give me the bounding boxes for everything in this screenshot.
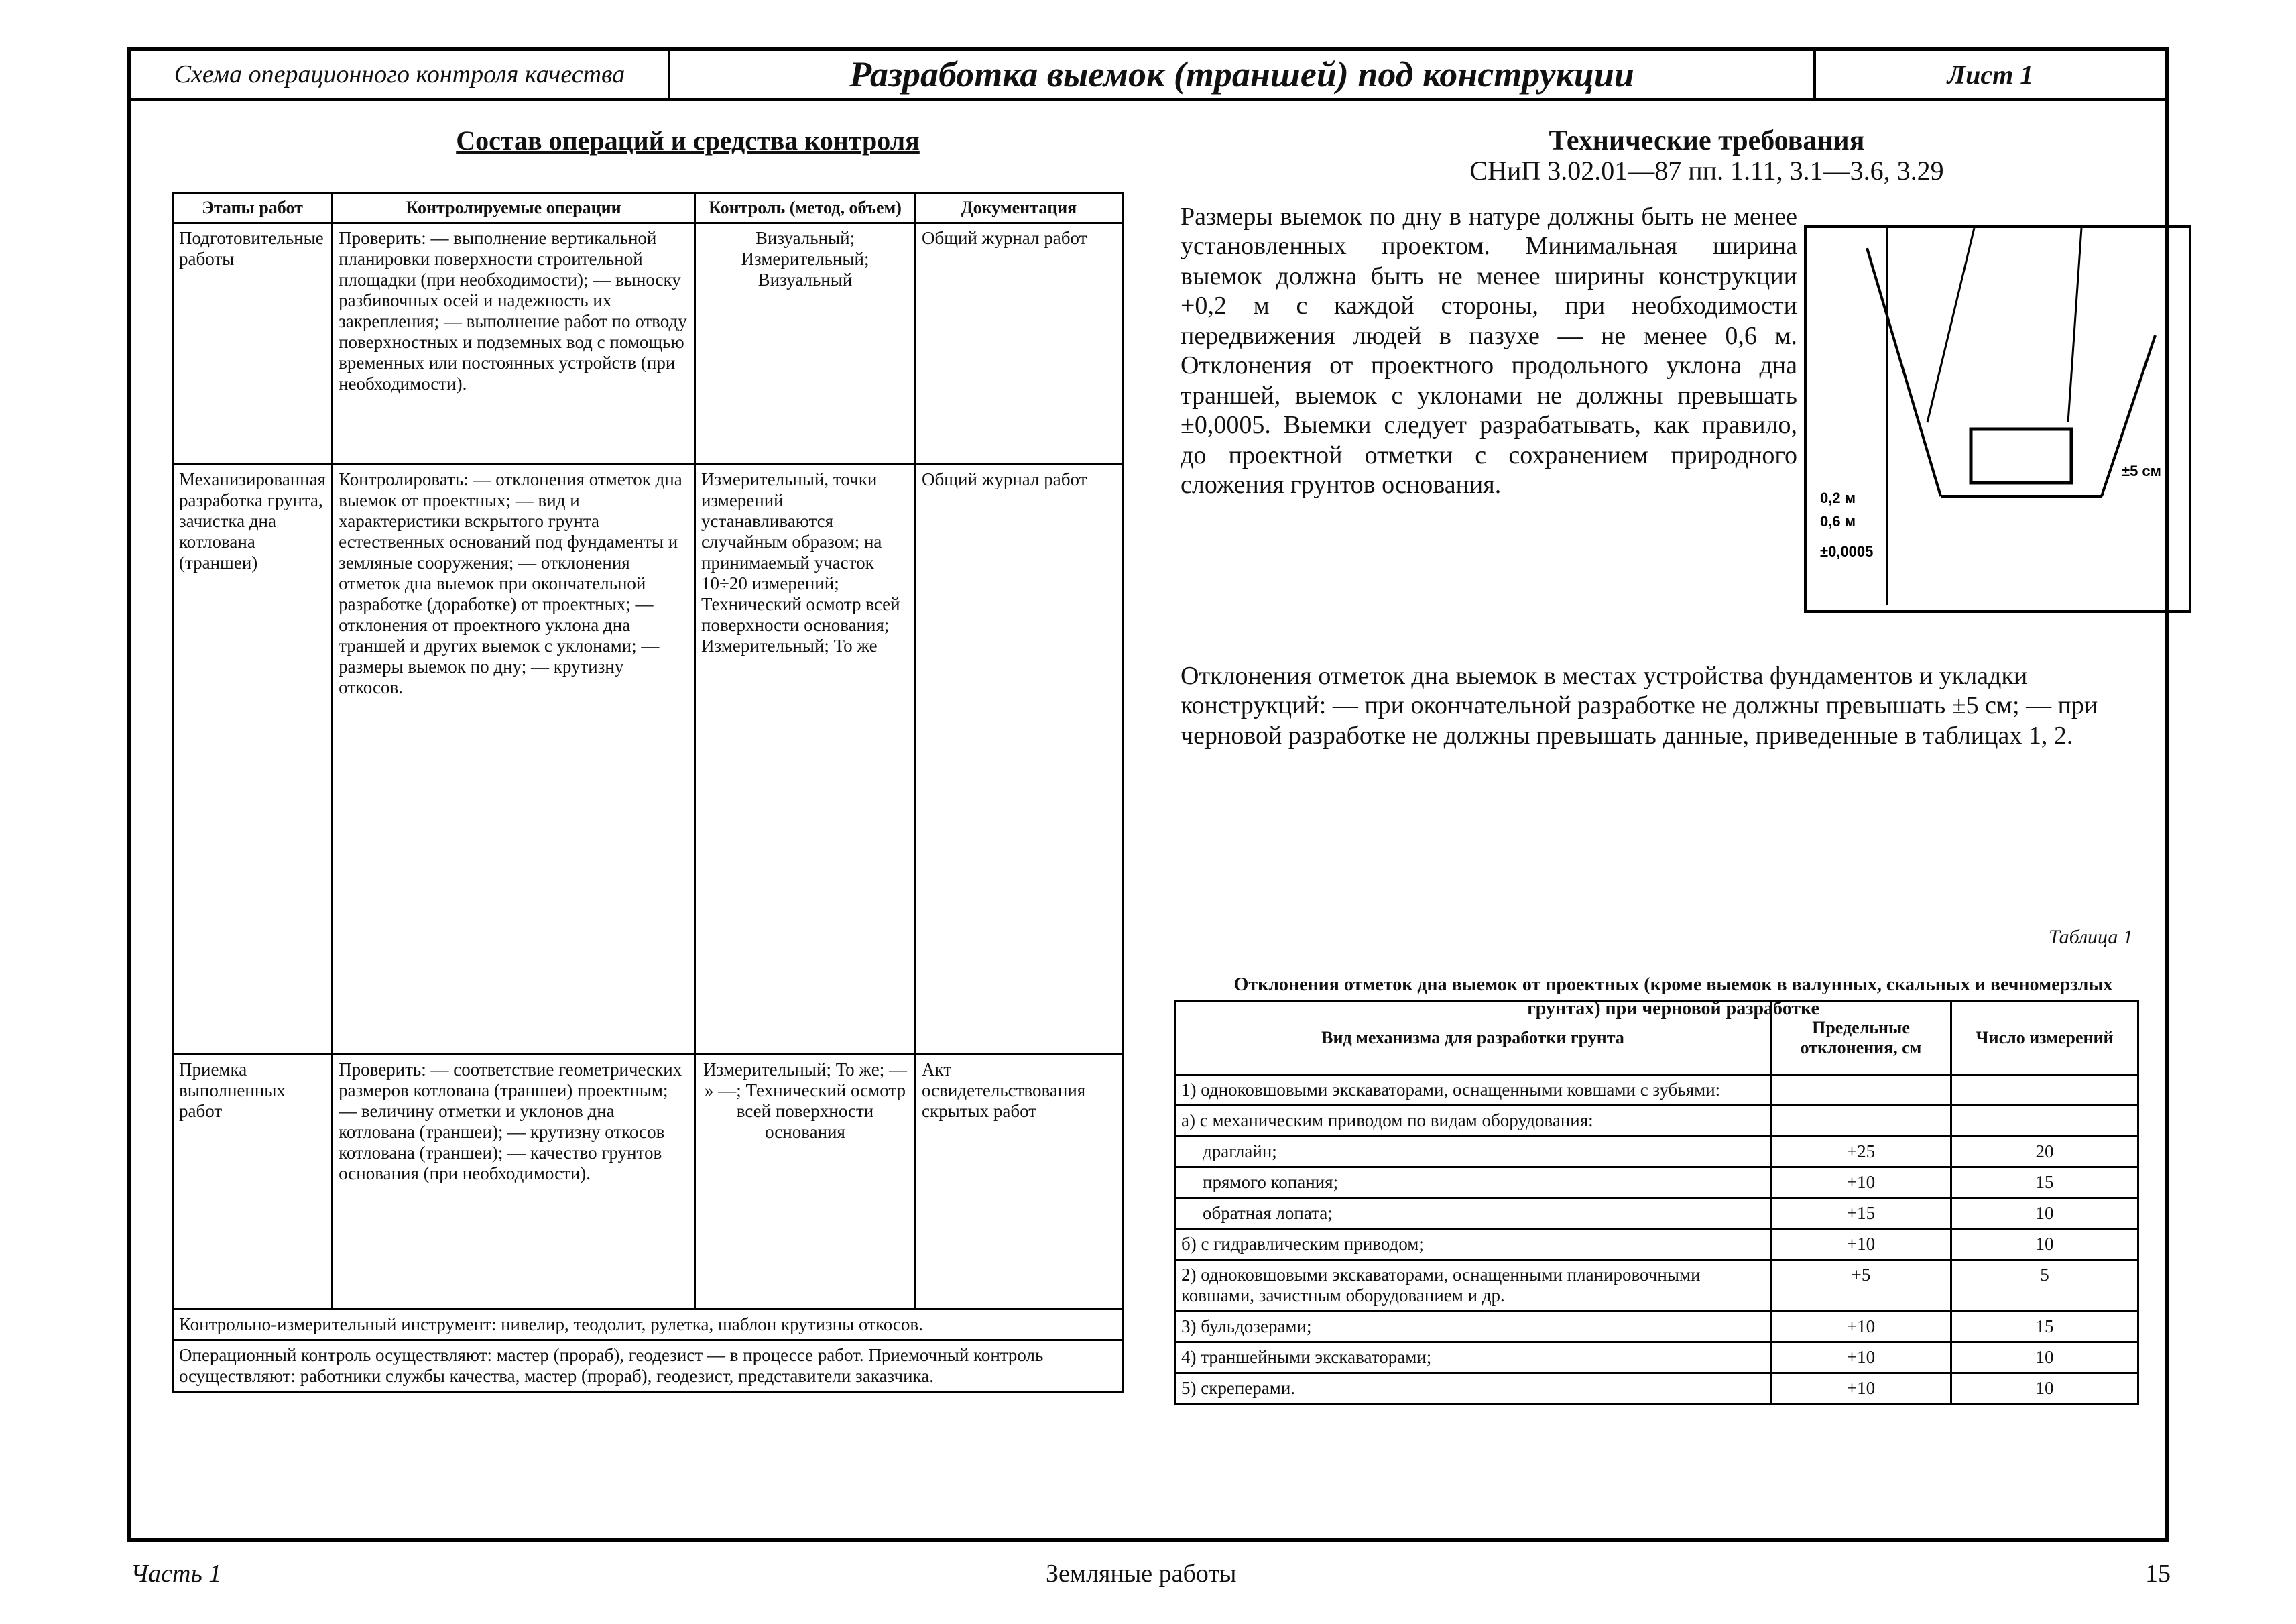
requirements-text-2: Отклонения отметок дна выемок в местах устройства фундаментов и укладки конструкций: — при окончательной разработке не должны превышать ±5 см; — при черновой разработке не должны превышать данные, приведенные в таблицах 1, 2. <box>1181 662 2098 750</box>
right-title: Технические требования <box>1549 125 1865 156</box>
control-cell: Визуальный; Измерительный; Визуальный <box>695 223 916 464</box>
col-docs: Документация <box>916 193 1123 223</box>
docs-cell: Акт освидетельствования скрытых работ <box>916 1054 1123 1309</box>
footer-part: Часть 1 <box>131 1560 222 1588</box>
table-row <box>173 223 1123 464</box>
page-number: 15 <box>2145 1560 2171 1588</box>
trench-figure <box>1804 225 2191 613</box>
operations-table <box>172 192 1124 1393</box>
header-left: Схема операционного контроля качества <box>131 51 670 98</box>
fig-label-06: 0,6 м <box>1820 513 1856 530</box>
docs-cell: Общий журнал работ <box>916 464 1123 1054</box>
right-subtitle: СНиП 3.02.01—87 пп. 1.11, 3.1—3.6, 3.29 <box>1469 156 1944 186</box>
table-row: драглайн; +25 20 <box>1175 1137 2138 1167</box>
table-row <box>173 1054 1123 1309</box>
col-ops: Контролируемые операции <box>333 193 695 223</box>
table-row: прямого копания; +10 15 <box>1175 1167 2138 1198</box>
stage-cell: Приемка выполненных работ <box>173 1054 333 1309</box>
header-bar <box>131 51 2165 101</box>
requirements-text: Размеры выемок по дну в натуре должны быть не менее установленных проектом. Минимальная ширина выемок должна быть не менее ширины конструкции +0,2 м с каждой стороны, при необходимости передвижения людей в пазухе — не менее 0,6 м. Отклонения от проектного продольного уклона дна траншей, выемок с уклонами не должны превышать ±0,0005. Выемки следует разрабатывать, как правило, до проектной отметки с сохранением природного сложения грунтов основания. <box>1181 202 1797 500</box>
control-note: Операционный контроль осуществляют: мастер (прораб), геодезист — в процессе работ. Приемочный контроль осуществляют: работники службы качества, мастер (прораб), геодезист, представители заказчика. <box>173 1340 1123 1391</box>
trench-drawing <box>1807 228 2183 605</box>
table-caption: Отклонения отметок дна выемок от проектных (кроме выемок в валунных, скальных и вечномерзлых грунтах) при черновой разработке <box>1233 974 2113 1020</box>
left-title: Состав операций и средства контроля <box>456 125 920 156</box>
stage-cell: Механизированная разработка грунта, зачистка дна котлована (траншеи) <box>173 464 333 1054</box>
col-deviation: Предельные отклонения, см <box>1771 1001 1951 1075</box>
table-row: а) с механическим приводом по видам оборудования: <box>1175 1106 2138 1137</box>
table-row: 2) одноковшовыми экскаваторами, оснащенными планировочными ковшами, зачистным оборудованием и др. +5 5 <box>1175 1260 2138 1312</box>
tools-note: Контрольно-измерительный инструмент: нивелир, теодолит, рулетка, шаблон крутизны откосов. <box>173 1309 1123 1340</box>
ops-cell: Проверить: — соответствие геометрических размеров котлована (траншеи) проектным; — величину отметки и уклонов дна котлована (траншеи); — крутизну откосов котлована (траншеи); — качество грунтов основания (при необходимости). <box>333 1054 695 1309</box>
col-stage: Этапы работ <box>173 193 333 223</box>
docs-cell: Общий журнал работ <box>916 223 1123 464</box>
stage-cell: Подготовительные работы <box>173 223 333 464</box>
ops-cell: Проверить: — выполнение вертикальной планировки поверхности строительной площадки (при необходимости); — выноску разбивочных осей и надежность их закрепления; — выполнение работ по отводу поверхностных и подземных вод с помощью временных или постоянных устройств (при необходимости). <box>333 223 695 464</box>
fig-label-slope: ±0,0005 <box>1820 543 1874 560</box>
header-right: Лист 1 <box>1947 59 2034 90</box>
table-row <box>173 464 1123 1054</box>
table-label: Таблица 1 <box>2049 926 2133 948</box>
control-cell: Измерительный; То же; — » —; Технический осмотр всей поверхности основания <box>695 1054 916 1309</box>
deviations-table <box>1174 1000 2139 1405</box>
table-row: 4) траншейными экскаваторами; +10 10 <box>1175 1342 2138 1373</box>
header-center: Разработка выемок (траншей) под конструкции <box>670 51 1816 98</box>
footer-section: Земляные работы <box>1046 1560 1237 1588</box>
fig-label-02: 0,2 м <box>1820 489 1856 506</box>
col-control: Контроль (метод, объем) <box>695 193 916 223</box>
col-measurements: Число измерений <box>1951 1001 2138 1075</box>
table-row: 1) одноковшовыми экскаваторами, оснащенными ковшами с зубьями: <box>1175 1075 2138 1106</box>
ops-cell: Контролировать: — отклонения отметок дна выемок от проектных; — вид и характеристики вскрытого грунта естественных оснований под фундаменты и земляные сооружения; — отклонения отметок дна выемок при окончательной разработке (доработке) от проектных; — отклонения от проектного уклона дна траншей и других выемок с уклонами; — размеры выемок по дну; — крутизну откосов. <box>333 464 695 1054</box>
page-frame <box>127 47 2169 1542</box>
table-row: б) с гидравлическим приводом; +10 10 <box>1175 1229 2138 1260</box>
table-row: 3) бульдозерами; +10 15 <box>1175 1312 2138 1342</box>
control-cell: Измерительный, точки измерений устанавливаются случайным образом; на принимаемый участок 10÷20 измерений; Технический осмотр всей поверхности основания; Измерительный; То же <box>695 464 916 1054</box>
col-mechanism: Вид механизма для разработки грунта <box>1175 1001 1771 1075</box>
table-row: обратная лопата; +15 10 <box>1175 1198 2138 1229</box>
table-row: 5) скреперами. +10 10 <box>1175 1373 2138 1404</box>
fig-label-5cm: ±5 см <box>2122 463 2161 479</box>
